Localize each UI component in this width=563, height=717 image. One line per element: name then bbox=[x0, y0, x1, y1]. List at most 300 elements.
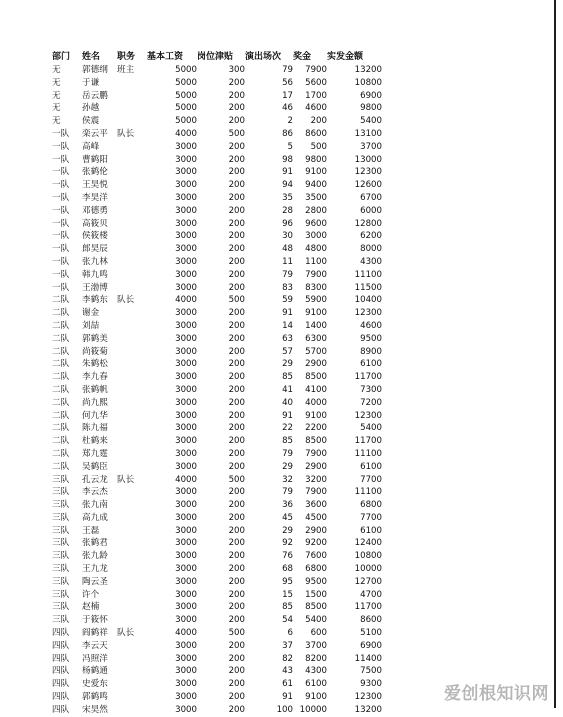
table-row bbox=[52, 64, 382, 77]
cell-position bbox=[117, 576, 147, 589]
cell-post-allowance: 200 bbox=[228, 564, 245, 575]
cell-net-pay: 7300 bbox=[360, 384, 382, 395]
header-row bbox=[52, 50, 382, 64]
table-row bbox=[52, 77, 382, 90]
cell-department: 三队 bbox=[52, 538, 70, 549]
cell-position bbox=[117, 243, 147, 256]
cell-position bbox=[117, 410, 147, 423]
cell-base-salary: 3000 bbox=[175, 640, 197, 651]
cell-position bbox=[117, 205, 147, 218]
cell-net-pay: 10800 bbox=[354, 77, 382, 88]
cell-name: 吴鹤臣 bbox=[82, 461, 108, 472]
cell-performances: 91 bbox=[282, 410, 293, 421]
cell-bonus: 1100 bbox=[305, 256, 327, 267]
cell-bonus: 2800 bbox=[305, 205, 327, 216]
cell-department: 一队 bbox=[52, 128, 70, 139]
cell-base-salary: 4000 bbox=[175, 628, 197, 639]
header-performances: 演出场次 bbox=[245, 52, 282, 62]
cell-performances: 79 bbox=[282, 448, 293, 459]
cell-net-pay: 12300 bbox=[354, 167, 382, 178]
cell-bonus: 4600 bbox=[305, 103, 327, 114]
cell-performances: 96 bbox=[282, 218, 293, 229]
table-row bbox=[52, 474, 382, 487]
cell-post-allowance: 500 bbox=[228, 628, 245, 639]
cell-name: 张鹤帆 bbox=[82, 384, 108, 395]
cell-name: 张九龄 bbox=[82, 551, 108, 562]
cell-bonus: 8500 bbox=[305, 436, 327, 447]
cell-base-salary: 4000 bbox=[175, 295, 197, 306]
cell-performances: 91 bbox=[282, 308, 293, 319]
cell-base-salary: 3000 bbox=[175, 320, 197, 331]
cell-net-pay: 6700 bbox=[360, 192, 382, 203]
cell-net-pay: 6900 bbox=[360, 640, 382, 651]
cell-net-pay: 11700 bbox=[354, 436, 382, 447]
cell-department: 二队 bbox=[52, 320, 70, 331]
table-row bbox=[52, 243, 382, 256]
cell-position bbox=[117, 512, 147, 525]
cell-position bbox=[117, 422, 147, 435]
cell-bonus: 9100 bbox=[305, 167, 327, 178]
cell-position bbox=[117, 614, 147, 627]
cell-name: 郑九霆 bbox=[82, 448, 108, 459]
cell-bonus: 2200 bbox=[305, 423, 327, 434]
cell-department: 一队 bbox=[52, 141, 70, 152]
cell-performances: 61 bbox=[282, 679, 293, 690]
cell-performances: 56 bbox=[282, 77, 293, 88]
cell-net-pay: 11700 bbox=[354, 372, 382, 383]
cell-post-allowance: 200 bbox=[228, 90, 245, 101]
table-row bbox=[52, 640, 382, 653]
cell-base-salary: 5000 bbox=[175, 65, 197, 75]
cell-bonus: 5400 bbox=[305, 615, 327, 626]
cell-post-allowance: 200 bbox=[228, 602, 245, 613]
cell-position bbox=[117, 230, 147, 243]
cell-name: 曹鹤阳 bbox=[82, 154, 108, 165]
cell-department: 无 bbox=[52, 116, 61, 127]
cell-position bbox=[117, 678, 147, 691]
cell-name: 谢金 bbox=[82, 308, 100, 319]
cell-position bbox=[117, 307, 147, 320]
cell-performances: 22 bbox=[282, 423, 293, 434]
cell-post-allowance: 200 bbox=[228, 551, 245, 562]
cell-performances: 83 bbox=[282, 282, 293, 293]
table-row bbox=[52, 346, 382, 359]
cell-net-pay: 6200 bbox=[360, 231, 382, 242]
header-position: 职务 bbox=[117, 52, 136, 62]
cell-department: 无 bbox=[52, 77, 61, 88]
cell-post-allowance: 200 bbox=[228, 269, 245, 280]
table-row bbox=[52, 678, 382, 691]
cell-department: 三队 bbox=[52, 589, 70, 600]
cell-post-allowance: 200 bbox=[228, 615, 245, 626]
cell-post-allowance: 200 bbox=[228, 231, 245, 242]
header-net-pay: 实发金额 bbox=[327, 52, 364, 62]
cell-performances: 85 bbox=[282, 372, 293, 383]
cell-name: 高峰 bbox=[82, 141, 100, 152]
table-row bbox=[52, 358, 382, 371]
cell-post-allowance: 200 bbox=[228, 538, 245, 549]
table-row bbox=[52, 614, 382, 627]
cell-position bbox=[117, 115, 147, 128]
cell-post-allowance: 200 bbox=[228, 692, 245, 703]
cell-bonus: 9100 bbox=[305, 692, 327, 703]
table-row bbox=[52, 691, 382, 704]
cell-net-pay: 12400 bbox=[354, 538, 382, 549]
cell-post-allowance: 200 bbox=[228, 372, 245, 383]
cell-bonus: 1700 bbox=[305, 90, 327, 101]
cell-department: 无 bbox=[52, 103, 61, 114]
cell-position bbox=[117, 550, 147, 563]
cell-base-salary: 3000 bbox=[175, 359, 197, 370]
cell-post-allowance: 200 bbox=[228, 180, 245, 191]
cell-base-salary: 3000 bbox=[175, 397, 197, 408]
cell-position: 队长 bbox=[117, 295, 135, 306]
cell-bonus: 9100 bbox=[305, 308, 327, 319]
cell-bonus: 4000 bbox=[305, 397, 327, 408]
cell-department: 三队 bbox=[52, 576, 70, 587]
table-row bbox=[52, 448, 382, 461]
cell-department: 四队 bbox=[52, 692, 70, 703]
cell-position bbox=[117, 154, 147, 167]
cell-bonus: 1400 bbox=[305, 320, 327, 331]
cell-performances: 15 bbox=[282, 589, 293, 600]
cell-post-allowance: 200 bbox=[228, 397, 245, 408]
cell-name: 侯筱楼 bbox=[82, 231, 108, 242]
cell-base-salary: 3000 bbox=[175, 180, 197, 191]
cell-base-salary: 3000 bbox=[175, 218, 197, 229]
cell-name: 阎鹤祥 bbox=[82, 628, 108, 639]
cell-performances: 46 bbox=[282, 103, 293, 114]
cell-position bbox=[117, 448, 147, 461]
cell-post-allowance: 200 bbox=[228, 77, 245, 88]
table-row bbox=[52, 563, 382, 576]
cell-department: 一队 bbox=[52, 256, 70, 267]
cell-position: 队长 bbox=[117, 128, 135, 139]
cell-bonus: 2900 bbox=[305, 525, 327, 536]
cell-net-pay: 10000 bbox=[354, 564, 382, 575]
cell-position bbox=[117, 589, 147, 602]
table-row bbox=[52, 307, 382, 320]
cell-position bbox=[117, 333, 147, 346]
table-row bbox=[52, 256, 382, 269]
cell-name: 刘喆 bbox=[82, 320, 100, 331]
cell-name: 于筱怀 bbox=[82, 615, 108, 626]
cell-net-pay: 9800 bbox=[360, 103, 382, 114]
cell-post-allowance: 200 bbox=[228, 423, 245, 434]
cell-performances: 79 bbox=[282, 65, 293, 75]
cell-department: 一队 bbox=[52, 205, 70, 216]
cell-post-allowance: 200 bbox=[228, 487, 245, 498]
cell-performances: 29 bbox=[282, 525, 293, 536]
cell-bonus: 200 bbox=[310, 116, 327, 127]
cell-department: 二队 bbox=[52, 372, 70, 383]
table-row bbox=[52, 435, 382, 448]
cell-name: 李九春 bbox=[82, 372, 108, 383]
table-row bbox=[52, 115, 382, 128]
cell-department: 一队 bbox=[52, 218, 70, 229]
table-row bbox=[52, 154, 382, 167]
cell-bonus: 4100 bbox=[305, 384, 327, 395]
cell-name: 尚九熙 bbox=[82, 397, 108, 408]
cell-bonus: 9200 bbox=[305, 538, 327, 549]
cell-position bbox=[117, 397, 147, 410]
cell-performances: 29 bbox=[282, 461, 293, 472]
cell-bonus: 4800 bbox=[305, 244, 327, 255]
cell-base-salary: 3000 bbox=[175, 615, 197, 626]
cell-post-allowance: 200 bbox=[228, 436, 245, 447]
cell-name: 朱鹤松 bbox=[82, 359, 108, 370]
cell-department: 四队 bbox=[52, 653, 70, 664]
cell-performances: 79 bbox=[282, 487, 293, 498]
cell-department: 一队 bbox=[52, 244, 70, 255]
cell-post-allowance: 200 bbox=[228, 500, 245, 511]
cell-post-allowance: 200 bbox=[228, 448, 245, 459]
cell-position bbox=[117, 563, 147, 576]
cell-base-salary: 3000 bbox=[175, 500, 197, 511]
cell-position bbox=[117, 435, 147, 448]
cell-department: 二队 bbox=[52, 461, 70, 472]
cell-bonus: 7900 bbox=[305, 487, 327, 498]
cell-performances: 30 bbox=[282, 231, 293, 242]
cell-post-allowance: 200 bbox=[228, 640, 245, 651]
cell-base-salary: 3000 bbox=[175, 448, 197, 459]
cell-base-salary: 3000 bbox=[175, 141, 197, 152]
cell-bonus: 3600 bbox=[305, 500, 327, 511]
cell-name: 郎昊辰 bbox=[82, 244, 108, 255]
cell-position bbox=[117, 537, 147, 550]
cell-bonus: 10000 bbox=[299, 704, 327, 715]
table-row bbox=[52, 525, 382, 538]
cell-net-pay: 3700 bbox=[360, 141, 382, 152]
cell-position bbox=[117, 358, 147, 371]
cell-name: 高九成 bbox=[82, 512, 108, 523]
cell-base-salary: 3000 bbox=[175, 205, 197, 216]
cell-department: 一队 bbox=[52, 167, 70, 178]
cell-post-allowance: 200 bbox=[228, 512, 245, 523]
cell-net-pay: 12300 bbox=[354, 410, 382, 421]
cell-name: 陈九福 bbox=[82, 423, 108, 434]
cell-post-allowance: 500 bbox=[228, 295, 245, 306]
cell-name: 邓德勇 bbox=[82, 205, 108, 216]
cell-bonus: 8600 bbox=[305, 128, 327, 139]
cell-performances: 11 bbox=[282, 256, 293, 267]
cell-performances: 43 bbox=[282, 666, 293, 677]
cell-name: 尚筱菊 bbox=[82, 346, 108, 357]
cell-post-allowance: 200 bbox=[228, 346, 245, 357]
cell-bonus: 8300 bbox=[305, 282, 327, 293]
cell-position bbox=[117, 525, 147, 538]
table-row bbox=[52, 282, 382, 295]
cell-post-allowance: 200 bbox=[228, 308, 245, 319]
cell-position bbox=[117, 601, 147, 614]
cell-base-salary: 3000 bbox=[175, 167, 197, 178]
cell-name: 孙越 bbox=[82, 103, 100, 114]
cell-base-salary: 3000 bbox=[175, 436, 197, 447]
table-row bbox=[52, 333, 382, 346]
cell-net-pay: 6100 bbox=[360, 525, 382, 536]
cell-base-salary: 3000 bbox=[175, 423, 197, 434]
cell-post-allowance: 200 bbox=[228, 653, 245, 664]
cell-performances: 40 bbox=[282, 397, 293, 408]
cell-net-pay: 10400 bbox=[354, 295, 382, 306]
cell-name: 侯震 bbox=[82, 116, 100, 127]
table-row bbox=[52, 128, 382, 141]
cell-net-pay: 6100 bbox=[360, 461, 382, 472]
cell-bonus: 3500 bbox=[305, 192, 327, 203]
cell-post-allowance: 200 bbox=[228, 576, 245, 587]
cell-position bbox=[117, 499, 147, 512]
cell-department: 二队 bbox=[52, 397, 70, 408]
table-row bbox=[52, 371, 382, 384]
cell-net-pay: 7500 bbox=[360, 666, 382, 677]
cell-performances: 54 bbox=[282, 615, 293, 626]
cell-bonus: 9500 bbox=[305, 576, 327, 587]
table-row bbox=[52, 704, 382, 717]
cell-base-salary: 3000 bbox=[175, 692, 197, 703]
cell-bonus: 5700 bbox=[305, 346, 327, 357]
cell-position bbox=[117, 704, 147, 717]
watermark-text: 爱创根知识网 bbox=[444, 684, 549, 704]
cell-name: 于谦 bbox=[82, 77, 100, 88]
cell-department: 三队 bbox=[52, 474, 70, 485]
cell-net-pay: 6800 bbox=[360, 500, 382, 511]
cell-net-pay: 12700 bbox=[354, 576, 382, 587]
cell-name: 宋昊然 bbox=[82, 704, 108, 715]
cell-performances: 17 bbox=[282, 90, 293, 101]
table-row bbox=[52, 550, 382, 563]
cell-position bbox=[117, 179, 147, 192]
cell-net-pay: 4300 bbox=[360, 256, 382, 267]
cell-position bbox=[117, 77, 147, 90]
table-row bbox=[52, 461, 382, 474]
cell-base-salary: 4000 bbox=[175, 474, 197, 485]
cell-performances: 76 bbox=[282, 551, 293, 562]
cell-base-salary: 3000 bbox=[175, 333, 197, 344]
cell-name: 何九华 bbox=[82, 410, 108, 421]
cell-position bbox=[117, 384, 147, 397]
cell-post-allowance: 200 bbox=[228, 410, 245, 421]
cell-performances: 92 bbox=[282, 538, 293, 549]
cell-base-salary: 3000 bbox=[175, 666, 197, 677]
cell-department: 二队 bbox=[52, 410, 70, 421]
cell-performances: 94 bbox=[282, 180, 293, 191]
cell-position: 班主 bbox=[117, 65, 135, 75]
cell-post-allowance: 200 bbox=[228, 589, 245, 600]
cell-name: 赵楠 bbox=[82, 602, 100, 613]
cell-position bbox=[117, 653, 147, 666]
header-bonus: 奖金 bbox=[293, 52, 312, 62]
cell-post-allowance: 200 bbox=[228, 244, 245, 255]
table-row bbox=[52, 601, 382, 614]
cell-performances: 5 bbox=[287, 141, 293, 152]
table-row bbox=[52, 499, 382, 512]
cell-bonus: 4300 bbox=[305, 666, 327, 677]
cell-performances: 45 bbox=[282, 512, 293, 523]
table-row bbox=[52, 141, 382, 154]
table-row bbox=[52, 410, 382, 423]
cell-performances: 32 bbox=[282, 474, 293, 485]
cell-post-allowance: 200 bbox=[228, 333, 245, 344]
cell-performances: 63 bbox=[282, 333, 293, 344]
cell-post-allowance: 200 bbox=[228, 359, 245, 370]
cell-base-salary: 3000 bbox=[175, 384, 197, 395]
cell-net-pay: 8600 bbox=[360, 615, 382, 626]
cell-position bbox=[117, 218, 147, 231]
cell-base-salary: 3000 bbox=[175, 410, 197, 421]
cell-net-pay: 13100 bbox=[354, 128, 382, 139]
table-row bbox=[52, 269, 382, 282]
cell-base-salary: 3000 bbox=[175, 576, 197, 587]
cell-base-salary: 5000 bbox=[175, 77, 197, 88]
cell-position bbox=[117, 346, 147, 359]
cell-department: 三队 bbox=[52, 551, 70, 562]
cell-performances: 68 bbox=[282, 564, 293, 575]
cell-post-allowance: 500 bbox=[228, 474, 245, 485]
cell-performances: 37 bbox=[282, 640, 293, 651]
cell-name: 史爱东 bbox=[82, 679, 108, 690]
table-row bbox=[52, 102, 382, 115]
cell-position bbox=[117, 282, 147, 295]
cell-performances: 85 bbox=[282, 602, 293, 613]
cell-base-salary: 3000 bbox=[175, 154, 197, 165]
cell-base-salary: 3000 bbox=[175, 538, 197, 549]
cell-bonus: 8500 bbox=[305, 602, 327, 613]
table-row bbox=[52, 397, 382, 410]
salary-table-container bbox=[52, 50, 382, 717]
cell-performances: 48 bbox=[282, 244, 293, 255]
cell-base-salary: 3000 bbox=[175, 602, 197, 613]
cell-department: 一队 bbox=[52, 282, 70, 293]
table-row bbox=[52, 166, 382, 179]
cell-department: 二队 bbox=[52, 384, 70, 395]
cell-name: 李鹤东 bbox=[82, 295, 108, 306]
cell-post-allowance: 200 bbox=[228, 154, 245, 165]
cell-name: 李云杰 bbox=[82, 487, 108, 498]
cell-base-salary: 3000 bbox=[175, 512, 197, 523]
cell-name: 王渤博 bbox=[82, 282, 108, 293]
table-row bbox=[52, 665, 382, 678]
cell-name: 岳云鹏 bbox=[82, 90, 108, 101]
cell-position bbox=[117, 166, 147, 179]
cell-bonus: 8500 bbox=[305, 372, 327, 383]
cell-name: 张九南 bbox=[82, 500, 108, 511]
cell-net-pay: 11400 bbox=[354, 653, 382, 664]
cell-department: 三队 bbox=[52, 615, 70, 626]
cell-post-allowance: 200 bbox=[228, 282, 245, 293]
cell-base-salary: 3000 bbox=[175, 679, 197, 690]
cell-name: 孔云龙 bbox=[82, 474, 108, 485]
cell-post-allowance: 500 bbox=[228, 128, 245, 139]
cell-net-pay: 7200 bbox=[360, 397, 382, 408]
cell-performances: 6 bbox=[287, 628, 293, 639]
cell-bonus: 2900 bbox=[305, 461, 327, 472]
cell-net-pay: 10800 bbox=[354, 551, 382, 562]
cell-bonus: 3700 bbox=[305, 640, 327, 651]
cell-base-salary: 3000 bbox=[175, 256, 197, 267]
cell-department: 二队 bbox=[52, 295, 70, 306]
cell-performances: 100 bbox=[276, 704, 293, 715]
cell-performances: 91 bbox=[282, 692, 293, 703]
cell-post-allowance: 200 bbox=[228, 192, 245, 203]
table-row bbox=[52, 627, 382, 640]
table-row bbox=[52, 205, 382, 218]
cell-net-pay: 6900 bbox=[360, 90, 382, 101]
cell-name: 高筱贝 bbox=[82, 218, 108, 229]
cell-name: 李昊洋 bbox=[82, 192, 108, 203]
cell-bonus: 6300 bbox=[305, 333, 327, 344]
cell-bonus: 7600 bbox=[305, 551, 327, 562]
cell-net-pay: 11500 bbox=[354, 282, 382, 293]
